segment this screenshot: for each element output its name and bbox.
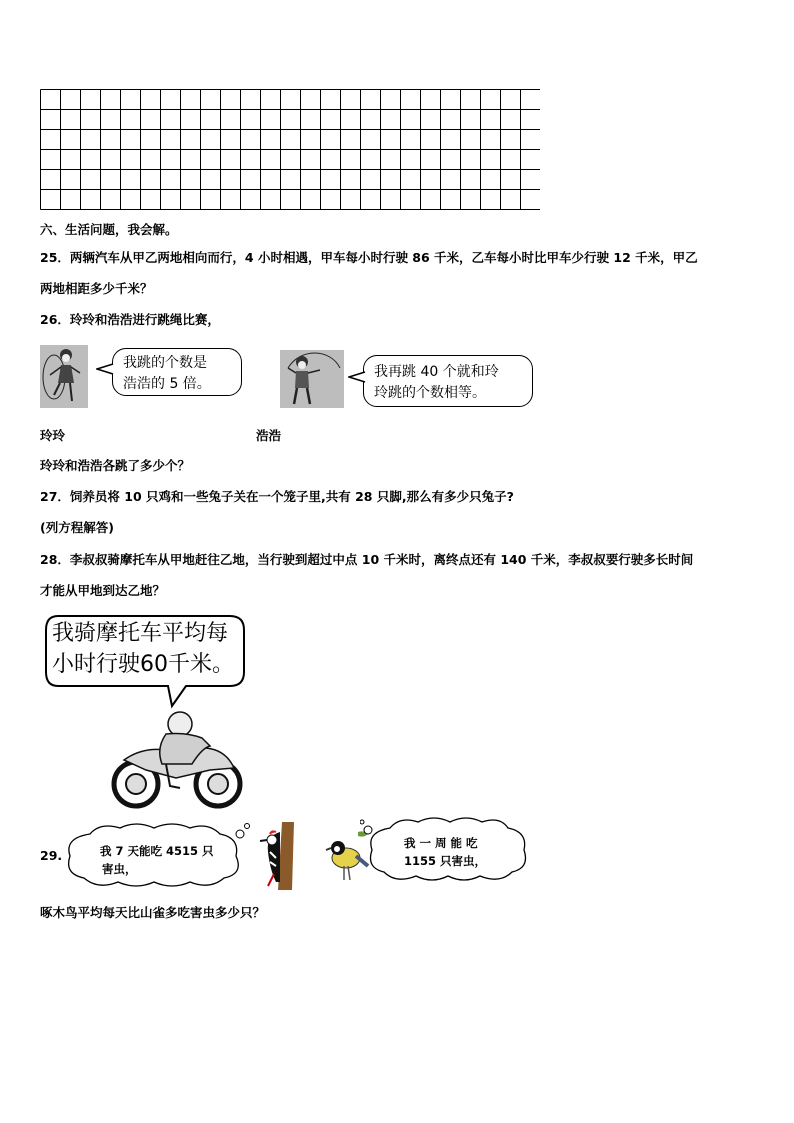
lingling-bubble-line1: 我跳的个数是 (123, 355, 207, 371)
lingling-bubble-tail (96, 362, 114, 376)
q29-number: 29. (40, 848, 63, 863)
woodpecker-line1: 我 7 天能吃 4515 只 (100, 844, 214, 858)
lingling-speech-bubble (112, 348, 242, 396)
tit-cloud-text (404, 834, 486, 870)
haohao-speech-bubble (363, 355, 533, 407)
tit-line1: 我 一 周 能 吃 (404, 836, 478, 850)
writing-grid (40, 89, 540, 211)
haohao-bubble-line2: 玲跳的个数相等。 (374, 385, 486, 401)
motorcycle-bubble-text (52, 618, 234, 680)
q25-line1: 25．两辆汽车从甲乙两地相向而行，4 小时相遇，甲车每小时行驶 86 千米，乙车每小时比甲车少行驶 12 千米，甲乙 (40, 250, 698, 265)
motorcycle-bubble-line1: 我骑摩托车平均每 (52, 621, 229, 646)
lingling-bubble-line2: 浩浩的 5 倍。 (123, 376, 211, 392)
q27-line1: 27．饲养员将 10 只鸡和一些兔子关在一个笼子里,共有 28 只脚,那么有多少只兔子? (40, 489, 514, 504)
q28-line2: 才能从甲地到达乙地？ (40, 583, 166, 598)
boy-jumping-rope-icon (280, 350, 344, 408)
woodpecker-cloud-text (100, 842, 214, 878)
q28-line1: 28．李叔叔骑摩托车从甲地赶往乙地，当行驶到超过中点 10 千米时，离终点还有 140 千米，李叔叔要行驶多长时间 (40, 552, 694, 567)
q27-line2: (列方程解答) (40, 520, 114, 535)
q26-intro: 26．玲玲和浩浩进行跳绳比赛， (40, 312, 220, 327)
haohao-bubble-tail (348, 370, 366, 384)
haohao-bubble-line1: 我再跳 40 个就和玲 (374, 364, 499, 380)
section-heading: 六、生活问题，我会解。 (40, 222, 178, 237)
q25-line2: 两地相距多少千米？ (40, 281, 153, 296)
girl-jumping-rope-icon (40, 345, 88, 408)
q26-question: 玲玲和浩浩各跳了多少个？ (40, 458, 191, 473)
q29-question: 啄木鸟平均每天比山雀多吃害虫多少只？ (40, 905, 266, 920)
woodpecker-icon (256, 822, 296, 890)
motorcycle-rider-icon (106, 708, 246, 812)
lingling-label: 玲玲 (40, 428, 66, 443)
haohao-label: 浩浩 (256, 428, 282, 443)
woodpecker-line2: 害虫， (102, 862, 137, 876)
tit-line2: 1155 只害虫， (404, 854, 487, 868)
motorcycle-bubble-line2: 小时行驶60千米。 (52, 652, 234, 677)
